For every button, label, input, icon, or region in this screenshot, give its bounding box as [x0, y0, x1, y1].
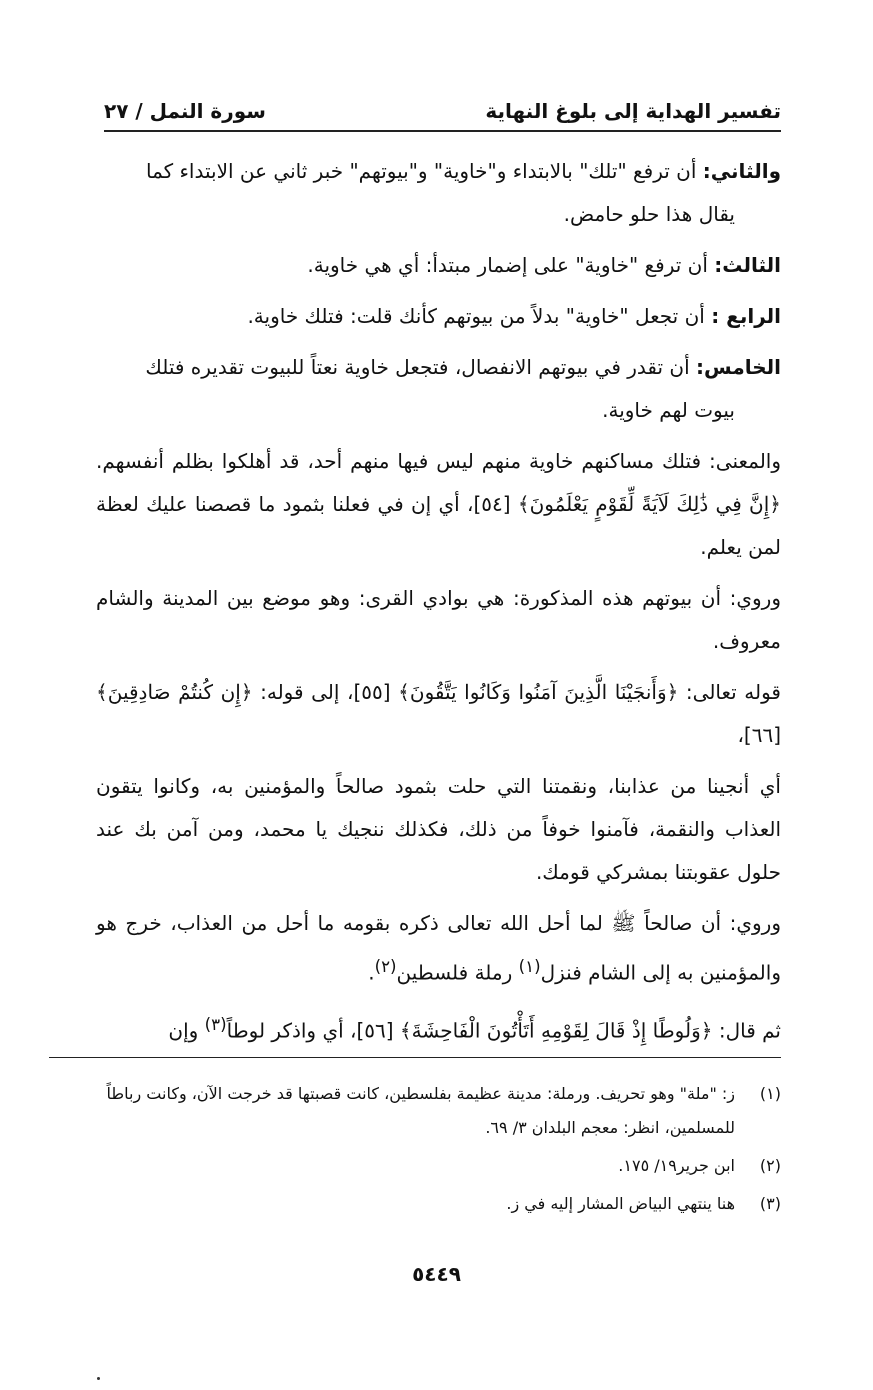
page-number: ٥٤٤٩	[412, 1262, 461, 1286]
quran-verse: ﴿إِنَّ فِي ذَٰلِكَ لَآيَةً لِّقَوْمٍ يَعْلَمُونَ﴾	[517, 492, 782, 516]
running-header	[104, 92, 781, 132]
paragraph-lead: الخامس:	[696, 355, 781, 379]
paragraph-text: وروي: أن بيوتهم هذه المذكورة: هي بوادي القرى: وهو موضع بين المدينة والشام معروف.	[96, 586, 781, 653]
paragraph-text: رملة فلسطين	[396, 960, 513, 985]
footnote-number: (١)	[759, 1084, 781, 1103]
footnote-item	[96, 1077, 781, 1145]
paragraph-continuation: بيوت لهم خاوية.	[602, 398, 735, 422]
paragraph-lead: الثالث:	[714, 253, 781, 277]
paragraph-text: وروي: أن صالحاً ﷺ لما أحل الله تعالى ذكره بقومه ما أحل من العذاب، خرج هو والمؤمنين به إلى الشام فنزل	[96, 911, 781, 985]
paragraph-text: [٦٦]،	[737, 723, 781, 747]
footnote-text: هنا ينتهي البياض المشار إليه في ز.	[506, 1194, 735, 1213]
footnote-divider	[49, 1057, 781, 1058]
paragraph-text: أن تجعل "خاوية" بدلاً من بيوتهم كأنك قلت: فتلك خاوية.	[247, 304, 705, 328]
footnote-text: ز: "ملة" وهو تحريف. ورملة: مدينة عظيمة بفلسطين، كانت قصبتها قد خرجت الآن، وكانت رباطاً للمسلمين، انظر: معجم البلدان ٣/ ٦٩.	[106, 1084, 735, 1137]
footnote-ref[interactable]: (٣)	[204, 1014, 227, 1034]
footnote-number: (٣)	[759, 1194, 781, 1213]
footnote-number: (٢)	[759, 1156, 781, 1175]
paragraph-continuation: يقال هذا حلو حامض.	[563, 202, 735, 226]
footnote-ref[interactable]: (١)	[518, 957, 541, 976]
paragraph-narration-salih	[96, 902, 781, 995]
paragraph-verse-55	[96, 671, 781, 757]
scan-speck	[97, 1377, 100, 1380]
footnote-item	[96, 1187, 781, 1221]
quran-verse: ﴿إِن كُنتُمْ صَادِقِينَ﴾	[96, 680, 253, 704]
paragraph-lead: الرابع :	[711, 304, 781, 328]
paragraph-text: [٥٦]، أي واذكر لوطاً	[226, 1018, 394, 1043]
paragraph-text: أن ترفع "تلك" بالابتداء و"خاوية" و"بيوتهم" خبر ثاني عن الابتداء كما	[145, 159, 697, 183]
paragraph-text: والمعنى: فتلك مساكنهم خاوية منهم ليس فيها منهم أحد، قد أهلكوا بظلم أنفسهم.	[96, 449, 781, 473]
paragraph-second-view	[96, 150, 781, 236]
book-title: تفسير الهداية إلى بلوغ النهاية	[485, 99, 781, 123]
paragraph-third-view	[96, 244, 781, 287]
paragraph-text: أن ترفع "خاوية" على إضمار مبتدأ: أي هي خاوية.	[307, 253, 708, 277]
paragraph-text: وإن	[168, 1018, 199, 1043]
main-text	[96, 150, 781, 1060]
footnote-text: ابن جرير١٩/ ١٧٥.	[618, 1156, 735, 1175]
footnote-item	[96, 1149, 781, 1183]
paragraph-text: أن تقدر في بيوتهم الانفصال، فتجعل خاوية نعتاً للبيوت تقديره فتلك	[145, 355, 690, 379]
quran-verse: ﴿وَلُوطًا إِذْ قَالَ لِقَوْمِهِ أَتَأْتُونَ الْفَاحِشَةَ﴾	[399, 1018, 713, 1043]
footnote-ref[interactable]: (٢)	[374, 957, 397, 976]
paragraph-text: قوله تعالى:	[685, 680, 781, 704]
paragraph-verse-56	[96, 1003, 781, 1053]
quran-verse: ﴿وَأَنجَيْنَا الَّذِينَ آمَنُوا وَكَانُوا يَتَّقُونَ﴾	[398, 680, 679, 704]
paragraph-fourth-view	[96, 295, 781, 338]
footnotes	[96, 1077, 781, 1225]
paragraph-narration-houses	[96, 577, 781, 663]
paragraph-text: [٥٤]، أي إن في فعلنا بثمود ما قصصنا عليك لعظة لمن يعلم.	[96, 492, 781, 559]
paragraph-fifth-view	[96, 346, 781, 432]
paragraph-meaning	[96, 440, 781, 569]
paragraph-text: ثم قال:	[718, 1018, 781, 1043]
paragraph-text: أي أنجينا من عذابنا، ونقمتنا التي حلت بثمود صالحاً والمؤمنين به، وكانوا يتقون العذاب والنقمة، فآمنوا خوفاً من ذلك، فكذلك ننجيك يا محمد، ومن آمن بك عند حلول عقوبتنا بمشركي قومك.	[96, 774, 781, 884]
paragraph-text: [٥٥]، إلى قوله:	[260, 680, 391, 704]
paragraph-explanation	[96, 765, 781, 894]
surah-label: سورة النمل / ٢٧	[104, 99, 266, 123]
paragraph-lead: والثاني:	[702, 159, 781, 183]
paragraph-text: .	[368, 960, 375, 985]
